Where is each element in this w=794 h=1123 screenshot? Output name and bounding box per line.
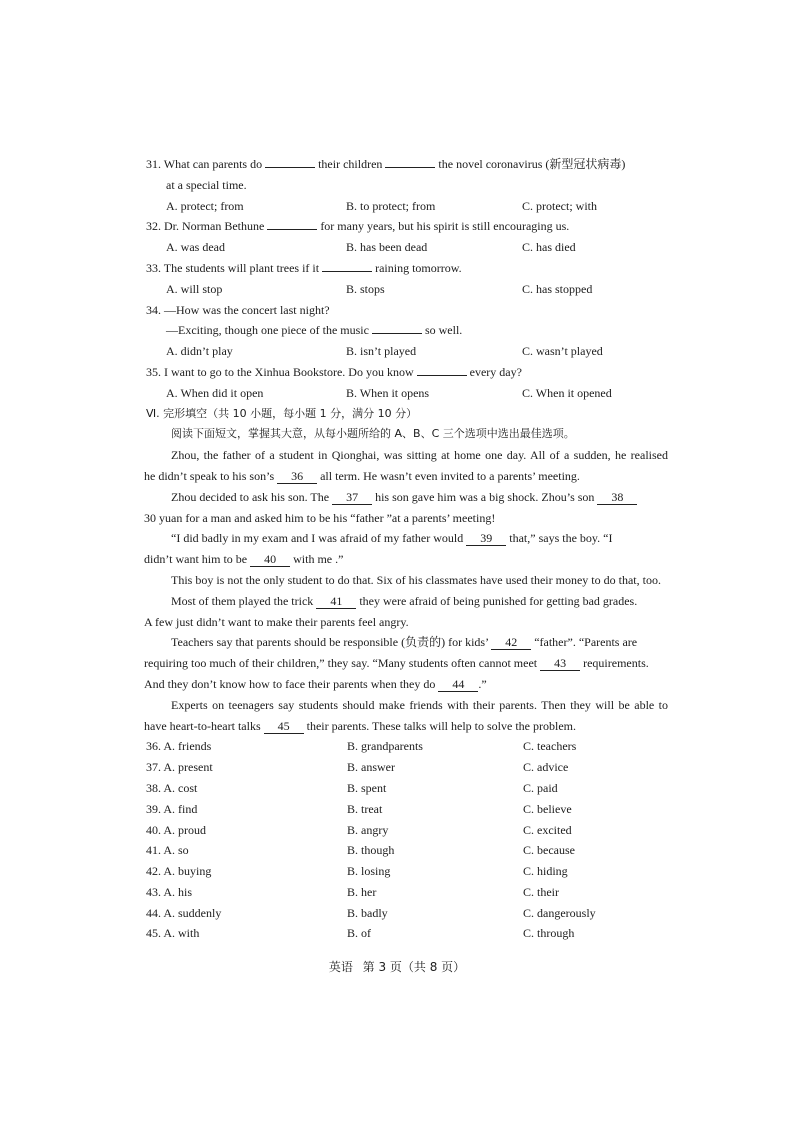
blank-41: 41 [316, 594, 356, 609]
option-b: B. though [347, 843, 395, 858]
option-a: 42. A. buying [146, 864, 212, 879]
passage-text: Zhou decided to ask his son. The [171, 489, 330, 504]
option-a: 36. A. friends [146, 739, 212, 754]
passage-text: with me .” [293, 552, 344, 567]
option-a: 39. A. find [146, 801, 198, 816]
question-text: every day? [469, 364, 522, 379]
option-c: C. advice [523, 760, 569, 775]
question-text: for many years, but his spirit is still encouraging us. [320, 219, 570, 234]
blank-45: 45 [264, 719, 304, 734]
passage-text: Most of them played the trick [171, 593, 314, 608]
options-43 [146, 882, 668, 903]
option-c: C. has stopped [522, 281, 593, 296]
answer-blank [385, 155, 435, 168]
option-a: 45. A. with [146, 926, 200, 941]
passage-line [144, 466, 668, 487]
footer-subject: 英语 [328, 960, 353, 974]
passage-line [144, 653, 668, 674]
option-a: 37. A. present [146, 760, 213, 775]
option-b: B. has been dead [346, 240, 428, 255]
option-c: C. hiding [523, 864, 568, 879]
option-c: C. believe [523, 801, 572, 816]
passage-line: Experts on teenagers say students should make friends with their parents. Then they will be able to [171, 697, 668, 712]
passage-text: have heart-to-heart talks [144, 718, 261, 733]
option-b: B. of [347, 926, 371, 941]
option-a: A. protect; from [166, 198, 244, 213]
options-34 [146, 341, 668, 362]
page-footer [0, 958, 794, 976]
option-c: C. through [523, 926, 575, 941]
question-text: —Exciting, though one piece of the music [166, 323, 369, 338]
options-31 [146, 196, 668, 217]
blank-44: 44 [438, 677, 478, 692]
question-35 [146, 362, 668, 383]
question-number: 33. [146, 260, 161, 275]
option-c: C. When it opened [522, 385, 612, 400]
question-text: —How was the concert last night? [164, 302, 330, 317]
option-b: B. angry [347, 822, 389, 837]
option-b: B. grandparents [347, 739, 423, 754]
passage-line [146, 591, 668, 612]
option-a: 43. A. his [146, 884, 193, 899]
option-c: C. because [523, 843, 575, 858]
passage-text: .” [478, 676, 487, 691]
options-42 [146, 861, 668, 882]
option-a: A. will stop [166, 281, 223, 296]
blank-36: 36 [277, 469, 317, 484]
blank-39: 39 [466, 531, 506, 546]
answer-blank [417, 363, 467, 376]
passage-line [144, 549, 668, 570]
question-33 [146, 258, 668, 279]
passage-line: A few just didn’t want to make their parents feel angry. [144, 614, 409, 629]
option-c: C. their [523, 884, 559, 899]
option-b: B. spent [347, 780, 387, 795]
question-text: their children [318, 157, 383, 171]
blank-37: 37 [332, 490, 372, 505]
option-b: B. answer [347, 760, 395, 775]
passage-line [146, 487, 668, 508]
passage-line: Zhou, the father of a student in Qionghai, was sitting at home one day. All of a sudden, he realised [171, 448, 668, 463]
question-text: Dr. Norman Bethune [164, 219, 265, 234]
options-39 [146, 799, 668, 820]
passage-text: their parents. These talks will help to solve the problem. [306, 718, 576, 733]
option-b: B. to protect; from [346, 198, 436, 213]
passage-line [146, 632, 668, 653]
option-b: B. stops [346, 281, 385, 296]
passage-text: all term. He wasn’t even invited to a parents’ meeting. [320, 468, 580, 483]
passage-text: “I did badly in my exam and I was afraid of my father would [171, 531, 464, 546]
blank-40: 40 [250, 552, 290, 567]
option-c: C. protect; with [522, 198, 597, 213]
options-40 [146, 820, 668, 841]
question-number: 35. [146, 364, 161, 379]
passage-text: didn’t want him to be [144, 552, 248, 567]
options-33 [146, 279, 668, 300]
blank-38: 38 [597, 490, 637, 505]
options-36 [146, 736, 668, 757]
exam-sheet [146, 154, 668, 944]
question-text: What can parents do [163, 157, 263, 171]
options-32 [146, 237, 668, 258]
option-c: C. paid [523, 780, 558, 795]
question-text: so well. [424, 323, 463, 338]
question-31-continued: at a special time. [166, 177, 247, 192]
blank-42: 42 [491, 635, 531, 650]
passage-line [144, 716, 668, 737]
passage-line: This boy is not the only student to do that. Six of his classmates have used their money to do that, too. [171, 572, 661, 587]
question-text: raining tomorrow. [375, 260, 462, 275]
options-37 [146, 757, 668, 778]
option-a: A. didn’t play [166, 344, 233, 359]
question-34 [146, 300, 668, 321]
option-a: A. was dead [166, 240, 225, 255]
passage-text: they were afraid of being punished for getting bad grades. [359, 593, 638, 608]
footer-page-number: 第 3 页（共 8 页） [362, 960, 466, 974]
question-34-reply [146, 320, 668, 341]
question-32 [146, 216, 668, 237]
answer-blank [267, 217, 317, 230]
passage-text: he didn’t speak to his son’s [144, 468, 275, 483]
section-title: Ⅵ. 完形填空（共 10 小题，每小题 1 分，满分 10 分） [146, 406, 418, 420]
question-31 [146, 154, 668, 175]
question-number: 34. [146, 302, 161, 317]
options-41 [146, 840, 668, 861]
option-c: C. dangerously [523, 905, 596, 920]
options-45 [146, 923, 668, 944]
option-c: C. has died [522, 240, 576, 255]
question-text: I want to go to the Xinhua Bookstore. Do you know [164, 364, 414, 379]
option-a: A. When did it open [166, 385, 264, 400]
question-number: 32. [146, 219, 161, 234]
question-text: the novel coronavirus (新型冠状病毒) [438, 157, 626, 171]
option-b: B. losing [347, 864, 391, 879]
answer-blank [372, 321, 422, 334]
section-instruction: 阅读下面短文，掌握其大意，从每小题所给的 A、B、C 三个选项中选出最佳选项。 [171, 427, 575, 441]
option-a: 38. A. cost [146, 780, 198, 795]
option-b: B. badly [347, 905, 388, 920]
passage-text: that,” says the boy. “I [509, 531, 613, 546]
blank-43: 43 [540, 656, 580, 671]
option-b: B. her [347, 884, 377, 899]
option-c: C. excited [523, 822, 572, 837]
option-b: B. isn’t played [346, 344, 417, 359]
passage-text: requiring too much of their children,” they say. “Many students often cannot meet [144, 656, 538, 671]
options-35 [146, 383, 668, 404]
option-a: 40. A. proud [146, 822, 206, 837]
passage-line [146, 528, 668, 549]
answer-blank [265, 155, 315, 168]
option-c: C. teachers [523, 739, 577, 754]
passage-line [144, 674, 668, 695]
options-44 [146, 903, 668, 924]
question-number: 31. [146, 157, 161, 171]
question-text: The students will plant trees if it [163, 260, 320, 275]
passage-text: And they don’t know how to face their parents when they do [144, 676, 436, 691]
passage-text: Teachers say that parents should be responsible (负责的) for kids’ [171, 635, 489, 650]
option-b: B. When it opens [346, 385, 430, 400]
passage-text: his son gave him was a big shock. Zhou’s son [375, 489, 595, 504]
passage-line: 30 yuan for a man and asked him to be his “father ”at a parents’ meeting! [144, 510, 496, 525]
answer-blank [322, 259, 372, 272]
passage-text: “father”. “Parents are [534, 635, 638, 650]
options-38 [146, 778, 668, 799]
option-b: B. treat [347, 801, 383, 816]
option-a: 44. A. suddenly [146, 905, 222, 920]
option-c: C. wasn’t played [522, 344, 603, 359]
passage-text: requirements. [583, 656, 649, 671]
option-a: 41. A. so [146, 843, 189, 858]
